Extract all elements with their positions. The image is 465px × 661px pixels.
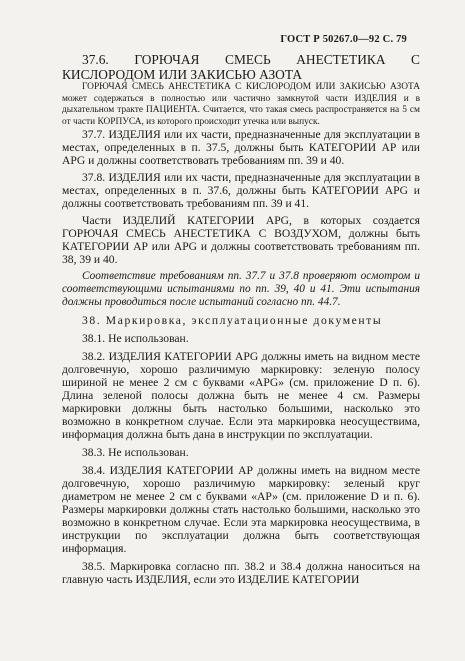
section-heading-38: 38. Маркировка, эксплуатационные документы [82, 314, 383, 328]
note-paragraph: ГОРЮЧАЯ СМЕСЬ АНЕСТЕТИКА С КИСЛОРОДОМ ИЛИ ЗАКИСЬЮ АЗОТА может содержаться в полностью или частично замкнутой части ИЗДЕЛИЯ и в дыхательном тракте ПАЦИЕНТА. Считается, что такая смесь распространяется на 5 см от части КОРПУСА, из которого происходит утечка или выпуск. [62, 82, 420, 127]
document-body [62, 52, 420, 586]
paragraph-38-3: 38.3. Не использован. [82, 446, 189, 460]
paragraph-38-5: 38.5. Маркировка согласно пп. 38.2 и 38.4 должна наноситься на главную часть ИЗДЕЛИЯ, если это ИЗДЕЛИЕ КАТЕГОРИИ [62, 560, 420, 587]
paragraph-parts: Части ИЗДЕЛИЙ КАТЕГОРИИ APG, в которых создается ГОРЮЧАЯ СМЕСЬ АНЕСТЕТИКА С ВОЗДУХОМ, должны быть КАТЕГОРИИ АР или APG и должны соответствовать требованиям пп. 38, 39 и 40. [62, 214, 420, 267]
section-heading-37-6: 37.6. ГОРЮЧАЯ СМЕСЬ АНЕСТЕТИКА С КИСЛОРОДОМ ИЛИ ЗАКИСЬЮ АЗОТА [62, 52, 420, 82]
paragraph-38-1: 38.1. Не использован. [82, 332, 189, 346]
paragraph-37-7: 37.7. ИЗДЕЛИЯ или их части, предназначенные для эксплуатации в местах, определенных в п. 37.5, должны быть КАТЕГОРИИ АР или APG и должны соответствовать требованиям пп. 39 и 40. [62, 128, 420, 168]
paragraph-38-4: 38.4. ИЗДЕЛИЯ КАТЕГОРИИ АР должны иметь на видном месте долговечную, хорошо различимую маркировку: зеленый круг диаметром не менее 2 см с буквами «АР» (см. приложение D и п. 6). Размеры маркировки должны стать настолько большими, насколько это возможно в конкретном случае. Если эта маркировка неосуществима, в инструкции по эксплуатации должна быть соответствующая информация. [62, 464, 420, 556]
paragraph-38-2: 38.2. ИЗДЕЛИЯ КАТЕГОРИИ APG должны иметь на видном месте долговечную, хорошо различимую маркировку: зеленую полосу шириной не менее 2 см с буквами «APG» (см. приложение D п. 6). Длина зеленой полосы должна быть не менее 4 см. Размеры маркировки должны быть настолько большими, насколько это возможно в конкретном случае. Если эта маркировка неосуществима, информация должна быть дана в инструкции по эксплуатации. [62, 350, 420, 442]
page-header: ГОСТ Р 50267.0—92 С. 79 [280, 34, 407, 45]
paragraph-37-8: 37.8. ИЗДЕЛИЯ или их части, предназначенные для эксплуатации в местах, определенных в п. 37.6, должны быть КАТЕГОРИИ APG и должны соответствовать требованиям пп. 39 и 41. [62, 171, 420, 211]
compliance-paragraph: Соответствие требованиям пп. 37.7 и 37.8 проверяют осмотром и соответствующими испытаниями по пп. 39, 40 и 41. Эти испытания должны проводиться после испытаний согласно пп. 44.7. [62, 270, 420, 309]
